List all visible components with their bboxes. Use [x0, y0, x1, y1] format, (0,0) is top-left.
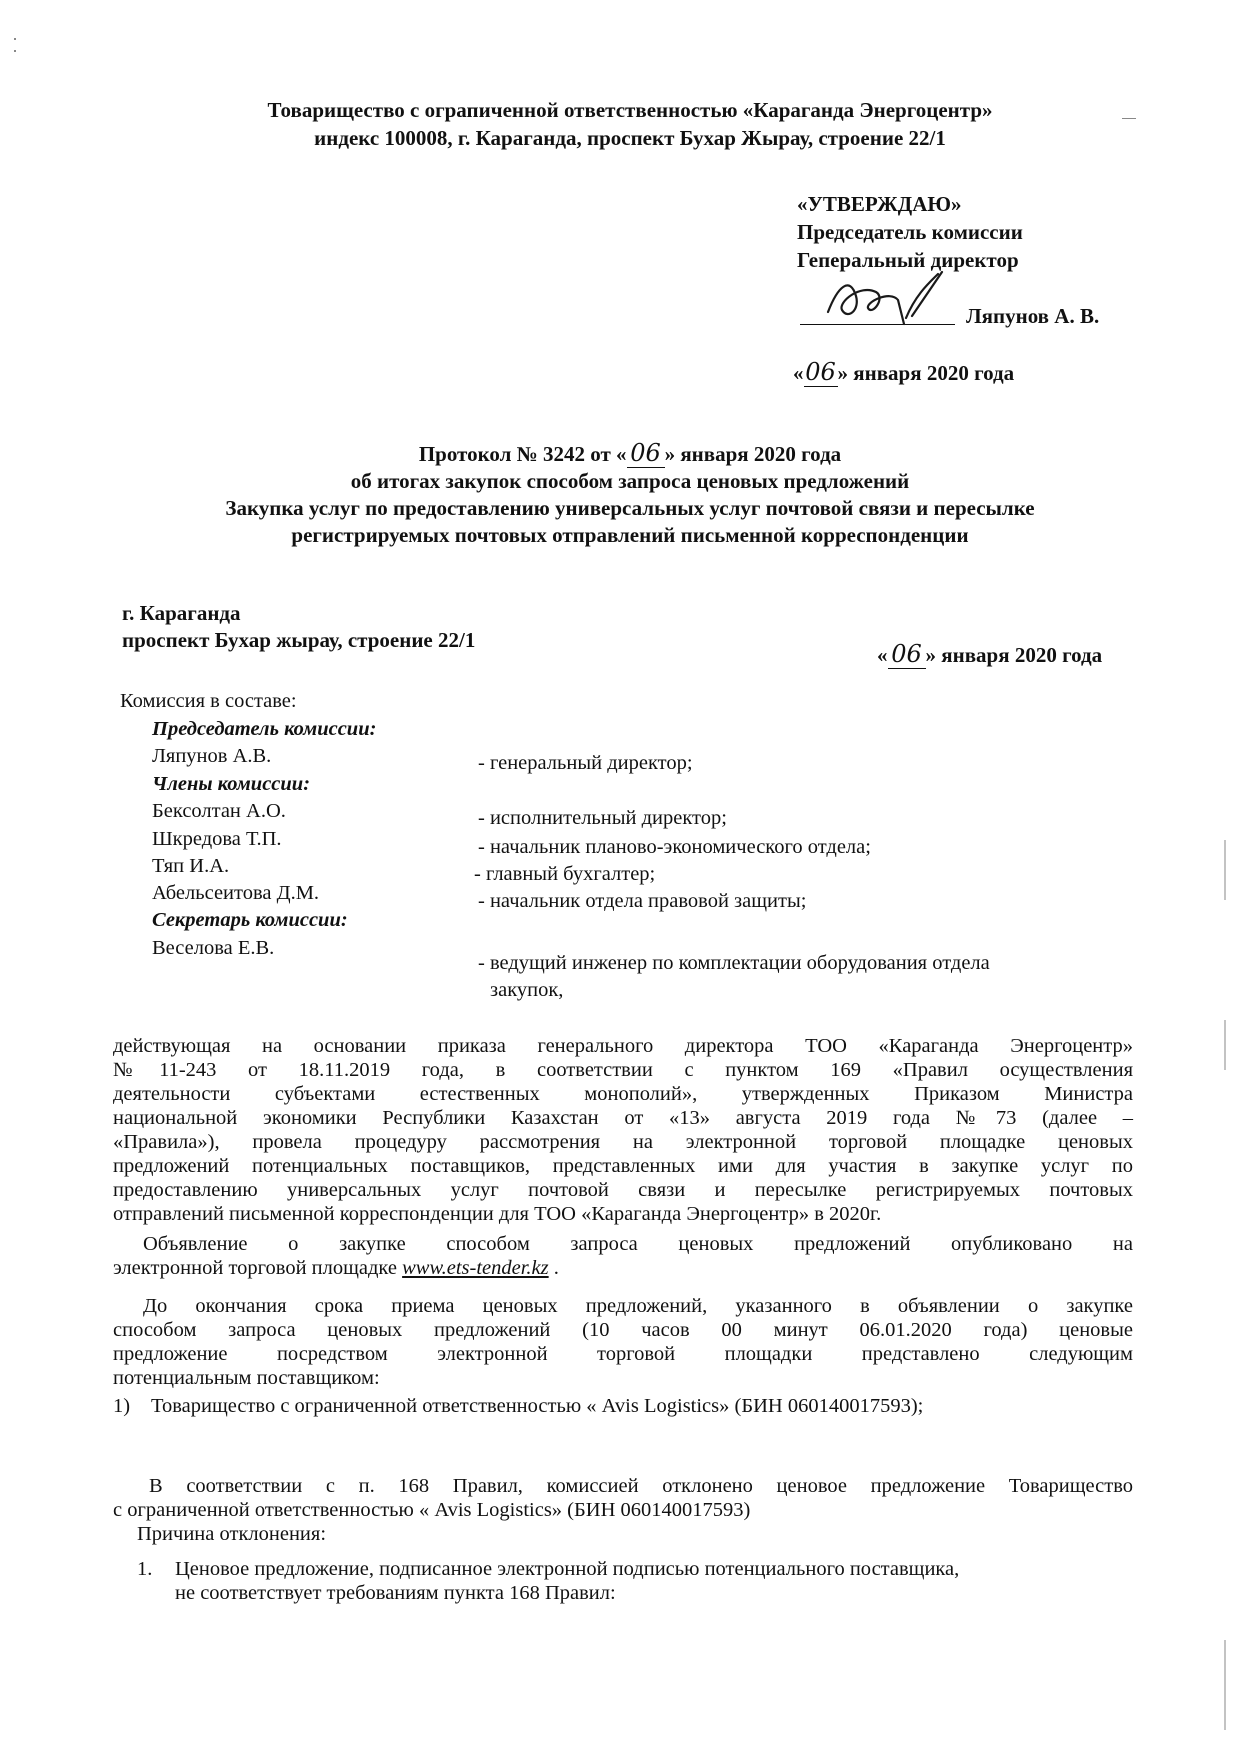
list-number: 1)	[113, 1395, 131, 1417]
paragraph-line: деятельности субъектами естественных монополий», утвержденных Приказом Министра	[113, 1083, 1133, 1105]
approval-title: «УТВЕРЖДАЮ»	[797, 192, 962, 216]
signature	[820, 266, 960, 330]
supplier-text: Товарищество с ограниченной ответственностью « Avis Logistics» (БИН 060140017593);	[151, 1395, 924, 1417]
paragraph-line: потенциальным поставщиком:	[113, 1367, 380, 1389]
secretary-label: Секретарь комиссии:	[152, 909, 348, 931]
protocol-title	[120, 440, 1140, 549]
secretary-role: - ведущий инженер по комплектации оборудования отдела закупок,	[478, 952, 990, 1001]
reason-row	[137, 1557, 1133, 1605]
scan-mark	[14, 50, 16, 52]
scan-mark	[1224, 840, 1226, 900]
paragraph-line: предложений потенциальных поставщиков, представленных ими для участия в закупке услуг по	[113, 1155, 1133, 1177]
handwritten-day: 06	[627, 440, 665, 468]
paragraph-line: №11-243 от 18.11.2019 года, в соответствии с пунктом 169 «Правил осуществления	[113, 1059, 1133, 1081]
paragraph-line: действующая на основании приказа генерального директора ТОО «Караганда Энергоцентр»	[113, 1035, 1133, 1057]
company-header	[140, 96, 1120, 152]
paragraph-line: предоставлению универсальных услуг почтовой связи и пересылке регистрируемых почтовых	[113, 1179, 1133, 1201]
paragraph-basis	[113, 1034, 1133, 1226]
paragraph-line: отправлений письменной корреспонденции для ТОО «Караганда Энергоцентр» в 2020г.	[113, 1203, 882, 1225]
rejection-reason-label: Причина отклонения:	[137, 1523, 327, 1545]
paragraph-line: с ограниченной ответственностью « Avis Logistics» (БИН 060140017593)	[113, 1499, 751, 1521]
member-name: Шкредова Т.П.	[152, 828, 282, 850]
member-role: - начальник планово-экономического отдела;	[478, 836, 871, 858]
chair-role: - генеральный директор;	[478, 752, 693, 774]
place-date: « 06 » января 2020 года	[877, 640, 1103, 668]
member-name: Тяп И.А.	[152, 855, 230, 877]
protocol-purchase-line-2: регистрируемых почтовых отправлений письменной корреспонденции	[291, 523, 969, 547]
paragraph-line: До окончания срока приема ценовых предложений, указанного в объявлении о закупке	[143, 1295, 1133, 1317]
approval-position-2: Геперальный директор	[797, 248, 1019, 272]
paragraph-line: национальной экономики Республики Казахстан от «13» августа 2019 года №73 (далее –	[113, 1107, 1133, 1129]
list-number: 1.	[137, 1558, 153, 1580]
tender-site-link[interactable]: www.ets-tender.kz	[402, 1257, 549, 1279]
paragraph-line: предложение посредством электронной торговой площадки представлено следующим	[113, 1343, 1133, 1365]
paragraph-rejection	[113, 1474, 1133, 1522]
member-name: Абельсеитова Д.М.	[152, 882, 320, 904]
members-label: Члены комиссии:	[152, 773, 311, 795]
scan-mark	[1122, 118, 1136, 119]
reason-text: Ценовое предложение, подписанное электронной подписью потенциального поставщика, не соответствует требованиям пункта 168 Правил:	[175, 1558, 960, 1604]
protocol-number: Протокол № 3242 от « 06 » января 2020 года	[418, 439, 842, 467]
commission-intro: Комиссия в составе:	[120, 690, 297, 712]
member-role: - начальник отдела правовой защиты;	[478, 890, 807, 912]
protocol-purchase-line-1: Закупка услуг по предоставлению универсальных услуг почтовой связи и пересылке	[225, 496, 1035, 520]
member-role: - главный бухгалтер;	[474, 863, 656, 885]
scan-mark	[1224, 1020, 1226, 1070]
handwritten-day: 06	[888, 641, 926, 669]
member-role: - исполнительный директор;	[478, 807, 727, 829]
paragraph-line: В соответствии с п. 168 Правил, комиссией отклонено ценовое предложение Товарищество	[149, 1475, 1133, 1497]
place-block	[122, 600, 475, 654]
handwritten-day: 06	[805, 358, 836, 386]
scan-mark	[14, 38, 16, 40]
approver-name: Ляпунов А. В.	[966, 304, 1100, 328]
paragraph-deadline	[113, 1294, 1133, 1390]
protocol-subject: об итогах закупок способом запроса ценовых предложений	[350, 469, 910, 493]
supplier-list-item	[113, 1394, 1133, 1418]
paragraph-line: «Правила»), провела процедуру рассмотрения на электронной торговой площадке ценовых	[113, 1131, 1133, 1153]
place-city: г. Караганда	[122, 601, 241, 625]
paragraph-line: электронной торговой площадке www.ets-tender.kz .	[113, 1257, 559, 1279]
scan-mark	[1224, 1640, 1226, 1730]
approval-position-1: Председатель комиссии	[797, 220, 1023, 244]
chair-label: Председатель комиссии:	[152, 718, 377, 740]
rejection-reason-item	[137, 1557, 1133, 1605]
member-name: Бексолтан А.О.	[152, 800, 286, 822]
approval-block	[797, 190, 1217, 274]
approval-date: «06» января 2020 года	[793, 358, 1015, 386]
paragraph-line: способом запроса ценовых предложений (10 часов 00 минут 06.01.2020 года) ценовые	[113, 1319, 1133, 1341]
paragraph-announcement	[113, 1232, 1133, 1280]
chair-name: Ляпунов А.В.	[152, 745, 272, 767]
place-address: проспект Бухар жырау, строение 22/1	[122, 628, 476, 652]
paragraph-line: Объявление о закупке способом запроса ценовых предложений опубликовано на	[143, 1233, 1133, 1255]
secretary-name: Веселова Е.В.	[152, 937, 275, 959]
company-name: Товарищество с ограпиченной ответственностью «Караганда Энергоцентр»	[267, 98, 993, 122]
company-address: индекс 100008, г. Караганда, проспект Бухар Жырау, строение 22/1	[314, 126, 946, 150]
